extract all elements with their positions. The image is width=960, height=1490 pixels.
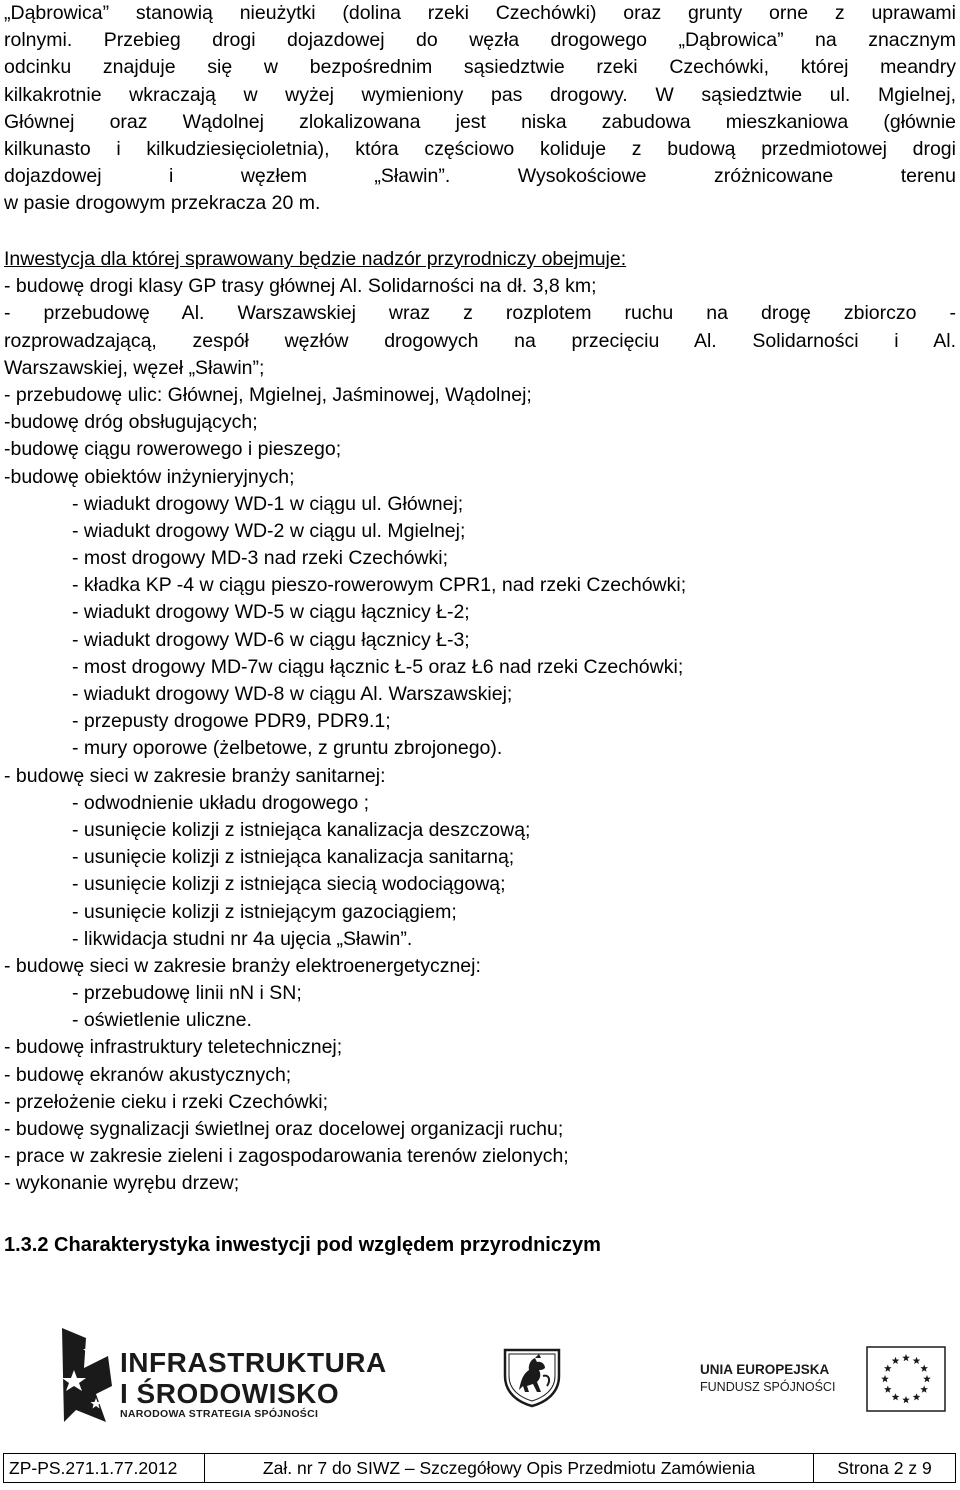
list-item: - przepusty drogowe PDR9, PDR9.1; (72, 710, 391, 733)
list-item: - oświetlenie uliczne. (72, 1009, 252, 1032)
list-item: - usunięcie kolizji z istniejącym gazociągiem; (72, 900, 457, 923)
text-line: „Dąbrowica” stanowią nieużytki (dolina rzeki Czechówki) oraz grunty orne z uprawami (4, 2, 956, 24)
list-item: - kładka KP -4 w ciągu pieszo-rowerowym CPR1, nad rzeki Czechówki; (72, 574, 687, 597)
text-line: kilkakrotnie wkraczają w wyżej wymieniony pas drogowy. W sąsiedztwie ul. Mgielnej, (4, 83, 956, 106)
text-line: rolnymi. Przebieg drogi dojazdowej do węzła drogowego „Dąbrowica” na znacznym (4, 29, 956, 52)
paragraph-site-description (4, 0, 956, 218)
logo-text-line: INFRASTRUKTURA (120, 1347, 387, 1378)
section-heading: 1.3.2 Charakterystyka inwestycji pod względem przyrodniczym (4, 1234, 601, 1256)
list-item: - usunięcie kolizji z istniejąca siecią wodociągową; (72, 873, 506, 896)
list-item: - budowę drogi klasy GP trasy głównej Al. Solidarności na dł. 3,8 km; (4, 275, 597, 298)
text-line: dojazdowej i węzłem „Sławin”. Wysokościowe zróżnicowane terenu (4, 165, 956, 188)
list-item: - most drogowy MD-7w ciągu łącznic Ł-5 oraz Ł6 nad rzeki Czechówki; (72, 655, 684, 678)
footer-page-number: Strona 2 z 9 (813, 1454, 955, 1482)
list-item: - budowę sygnalizacji świetlnej oraz docelowej organizacji ruchu; (4, 1118, 564, 1140)
logo-text-line: UNIA EUROPEJSKA (700, 1362, 830, 1377)
text-line: Głównej oraz Wądolnej zlokalizowana jest niska zabudowa mieszkaniowa (głównie (4, 110, 956, 133)
text-line: odcinku znajduje się w bezpośrednim sąsiedztwie rzeki Czechówki, której meandry (4, 56, 956, 79)
crest-icon (501, 1346, 563, 1408)
list-item: - budowę sieci w zakresie branży sanitarnej: (4, 764, 386, 787)
list-item: - wiadukt drogowy WD-2 w ciągu ul. Mgielnej; (72, 519, 466, 542)
star-flag-icon (56, 1324, 116, 1424)
list-item: rozprowadzającą, zespół węzłów drogowych na przecięciu Al. Solidarności i Al. (4, 329, 956, 352)
list-item: - odwodnienie układu drogowego ; (72, 791, 370, 814)
infrastruktura-logo (56, 1324, 387, 1424)
eu-logo (700, 1346, 950, 1412)
list-item: -budowę dróg obsługujących; (4, 411, 258, 434)
scope-list (4, 246, 956, 1198)
footer-reference: ZP-PS.271.1.77.2012 (9, 1457, 178, 1478)
scope-intro: Inwestycja dla której sprawowany będzie nadzór przyrodniczy obejmuje: (4, 248, 627, 270)
list-item: - budowę sieci w zakresie branży elektroenergetycznej: (4, 954, 481, 977)
list-item: - usunięcie kolizji z istniejąca kanalizacja sanitarną; (72, 846, 515, 869)
list-item: - prace w zakresie zieleni i zagospodarowania terenów zielonych; (4, 1145, 569, 1168)
list-item: - usunięcie kolizji z istniejąca kanalizacja deszczową; (72, 818, 531, 841)
list-item: - przebudowę linii nN i SN; (72, 982, 302, 1005)
list-item: - mury oporowe (żelbetowe, z gruntu zbrojonego). (72, 737, 503, 760)
list-item: - wiadukt drogowy WD-6 w ciągu łącznicy Ł-3; (72, 628, 470, 651)
page-footer (3, 1453, 956, 1483)
list-item: - przebudowę ulic: Głównej, Mgielnej, Jaśminowej, Wądolnej; (4, 383, 532, 406)
logo-text-line: FUNDUSZ SPÓJNOŚCI (700, 1380, 836, 1394)
list-item: -budowę obiektów inżynieryjnych; (4, 465, 295, 488)
list-item: - most drogowy MD-3 nad rzeki Czechówki; (72, 547, 449, 570)
text-line: w pasie drogowym przekracza 20 m. (4, 192, 321, 215)
list-item: Warszawskiej, węzeł „Sławin”; (4, 356, 265, 379)
list-item: - przełożenie cieku i rzeki Czechówki; (4, 1090, 329, 1113)
text-line: kilkunasto i kilkudziesięcioletnia), która częściowo koliduje z budową przedmiotowej drogi (4, 137, 956, 160)
city-crest-logo (501, 1346, 563, 1408)
logo-text-line: I ŚRODOWISKO (120, 1378, 340, 1409)
list-item: - wykonanie wyrębu drzew; (4, 1172, 240, 1195)
list-item: - likwidacja studni nr 4a ujęcia „Sławin”. (72, 927, 413, 950)
footer-document-title: Zał. nr 7 do SIWZ – Szczegółowy Opis Przedmiotu Zamówienia (204, 1454, 813, 1482)
list-item: - budowę ekranów akustycznych; (4, 1063, 292, 1086)
list-item: - wiadukt drogowy WD-8 w ciągu Al. Warszawskiej; (72, 683, 513, 705)
list-item: -budowę ciągu rowerowego i pieszego; (4, 438, 342, 461)
list-item: - przebudowę Al. Warszawskiej wraz z rozplotem ruchu na drogę zbiorczo - (4, 302, 956, 325)
list-item: - budowę infrastruktury teletechnicznej; (4, 1036, 343, 1059)
list-item: - wiadukt drogowy WD-1 w ciągu ul. Głównej; (72, 492, 464, 515)
logo-text-line: NARODOWA STRATEGIA SPÓJNOŚCI (120, 1408, 319, 1420)
eu-flag-icon (866, 1346, 946, 1412)
list-item: - wiadukt drogowy WD-5 w ciągu łącznicy Ł-2; (72, 601, 470, 624)
